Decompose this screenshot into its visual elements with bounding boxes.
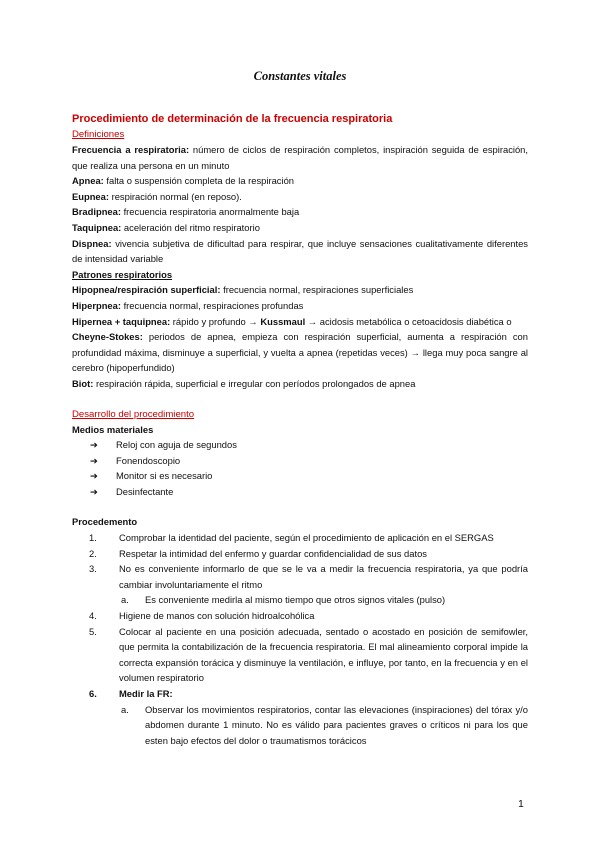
definition-text: vivencia subjetiva de dificultad para respirar, que incluye sensaciones cualitativamente diferentes de intensidad variable — [72, 237, 528, 265]
definition-apnea — [72, 173, 528, 189]
pattern-text: → acidosis metabólica o cetoacidosis diabética o — [305, 315, 512, 327]
arrow-icon: ➔ — [90, 439, 98, 451]
step-text: No es conveniente informarlo de que se le va a medir la frecuencia respiratoria, ya que podría cambiar involuntariamente el ritmo — [119, 563, 528, 590]
definitions-heading: Definiciones — [72, 129, 125, 140]
definition-dispnea — [72, 236, 528, 267]
substep-letter: a. — [121, 703, 129, 715]
step-text: Colocar al paciente en una posición adecuada, sentado o acostado en posición de semifowler, que permita la contabilización de la frecuencia respiratoria. El mal alineamiento corporal impide la correcta expansión torácica y disminuye la ventilación, e influye, por tanto, en la frecuencia y en el volumen respiratorio — [119, 625, 528, 684]
development-heading: Desarrollo del procedimiento — [72, 408, 195, 420]
list-item-text: Fonendoscopio — [116, 454, 181, 466]
list-item — [72, 453, 528, 469]
procedure-heading: Procedemento — [72, 516, 138, 528]
pattern-term: Cheyne-Stokes: — [72, 331, 143, 343]
definition-text: respiración normal (en reposo). — [108, 190, 242, 202]
definition-taquipnea — [72, 220, 528, 236]
arrow-icon: ➔ — [90, 485, 98, 497]
pattern-text: frecuencia normal, respiraciones profundas — [120, 299, 304, 311]
definition-text: número de ciclos de respiración completos, inspiración seguida de espiración, que realiza una persona en un minuto — [72, 144, 528, 171]
substep-text: Observar los movimientos respiratorios, contar las elevaciones (inspiraciones) del tórax y/o abdomen durante 1 minuto. No es válido para pacientes graves o críticos ni para los que esten bajo efectos del dolor o traumatismos torácicos — [145, 703, 528, 746]
pattern-hipopnea — [72, 282, 528, 298]
list-item — [72, 468, 528, 484]
step-number: 1. — [89, 532, 97, 544]
definition-text: frecuencia respiratoria anormalmente baja — [120, 206, 300, 218]
section-title: Procedimiento de determinación de la frecuencia respiratoria — [72, 113, 393, 125]
procedure-step — [72, 686, 528, 748]
step-text: Respetar la intimidad del enfermo y guardar confidencialidad de sus datos — [119, 547, 427, 559]
list-item — [72, 484, 528, 500]
step-text: Comprobar la identidad del paciente, según el procedimiento de aplicación en el SERGAS — [119, 532, 494, 544]
step-number: 5. — [89, 625, 97, 637]
step-number: 4. — [89, 610, 97, 622]
pattern-term-kussmaul: Kussmaul — [260, 315, 306, 327]
pattern-term: Hipopnea/respiración superficial: — [72, 284, 221, 296]
definition-term: Eupnea: — [72, 190, 109, 202]
pattern-hipernea — [72, 314, 528, 330]
definition-term: Frecuencia a respiratoria: — [72, 144, 190, 155]
step-number: 3. — [89, 563, 97, 575]
step-text: Higiene de manos con solución hidroalcohólica — [119, 610, 315, 622]
pattern-biot — [72, 376, 528, 392]
pattern-text: rápido y profundo → — [170, 315, 261, 327]
arrow-icon: ➔ — [90, 470, 98, 482]
pattern-term: Hipernea + taquipnea: — [72, 315, 171, 327]
page-number: 1 — [518, 798, 524, 810]
pattern-term: Biot: — [72, 377, 94, 389]
patterns-heading: Patrones respiratorios — [72, 268, 173, 280]
procedure-step — [72, 608, 528, 624]
definition-term: Bradipnea: — [72, 206, 121, 218]
list-item-text: Desinfectante — [116, 485, 174, 497]
procedure-step — [72, 561, 528, 608]
definition-term: Apnea: — [72, 175, 104, 187]
step-number: 6. — [89, 688, 97, 699]
pattern-text: frecuencia normal, respiraciones superficiales — [220, 284, 414, 296]
procedure-steps — [72, 530, 528, 748]
pattern-cheyne-stokes — [72, 329, 528, 376]
step-number: 2. — [89, 547, 97, 559]
document-page — [72, 60, 528, 748]
substep-text: Es conveniente medirla al mismo tiempo que otros signos vitales (pulso) — [145, 594, 446, 606]
document-title: Constantes vitales — [253, 69, 347, 83]
procedure-step — [72, 530, 528, 546]
list-item-text: Reloj con aguja de segundos — [116, 439, 237, 451]
definition-text: falta o suspensión completa de la respiración — [103, 175, 294, 187]
list-item — [72, 437, 528, 453]
definition-frecuencia — [72, 142, 528, 173]
definition-bradipnea — [72, 204, 528, 220]
step-text: Medir la FR: — [119, 688, 173, 699]
arrow-icon: ➔ — [90, 454, 98, 466]
pattern-hiperpnea — [72, 298, 528, 314]
materials-list — [72, 437, 528, 499]
pattern-text: periodos de apnea, empieza con respiración superficial, aumenta a respiración con profundidad máxima, disminuye a superficial, y vuelta a apnea (repetidas veces) → llega muy poca sangre al cerebro (hipoperfundido) — [72, 331, 528, 374]
definition-eupnea — [72, 189, 528, 205]
definition-text: aceleración del ritmo respiratorio — [121, 221, 260, 233]
procedure-substep — [119, 702, 528, 749]
pattern-text: respiración rápida, superficial e irregular con períodos prolongados de apnea — [93, 377, 416, 389]
pattern-term: Hiperpnea: — [72, 299, 121, 311]
definition-term: Dispnea: — [72, 237, 112, 249]
materials-heading: Medios materiales — [72, 423, 154, 435]
substep-letter: a. — [121, 594, 129, 606]
list-item-text: Monitor si es necesario — [116, 470, 213, 482]
definition-term: Taquipnea: — [72, 221, 122, 233]
procedure-step — [72, 546, 528, 562]
procedure-substep — [119, 592, 528, 608]
procedure-step — [72, 624, 528, 686]
